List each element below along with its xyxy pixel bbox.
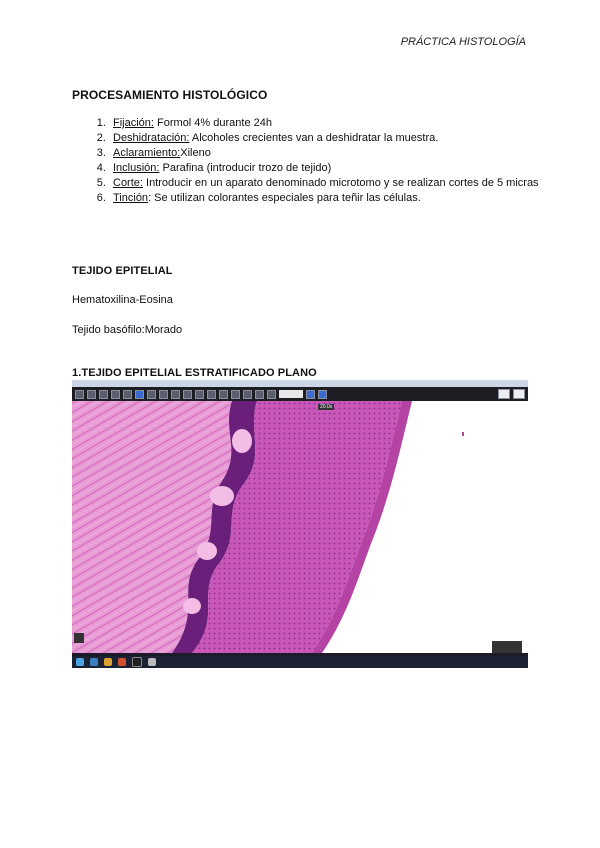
step-text: Alcoholes crecientes van a deshidratar la muestra. bbox=[189, 132, 439, 144]
tool-icon bbox=[147, 390, 156, 399]
tool-icon bbox=[231, 390, 240, 399]
step-text: Parafina (introducir trozo de tejido) bbox=[159, 162, 332, 174]
step-term: Aclaramiento: bbox=[113, 147, 181, 159]
tissue-image bbox=[72, 401, 528, 653]
viewer-toolbar bbox=[72, 387, 528, 401]
step-text: Introducir en un aparato denominado microtomo y se realizan cortes de 5 micras bbox=[142, 177, 539, 189]
tool-icon bbox=[267, 390, 276, 399]
taskbar bbox=[72, 656, 528, 668]
stain-text: Hematoxilina-Eosina bbox=[72, 294, 173, 306]
step-term: Inclusión: bbox=[113, 162, 160, 174]
tool-icon bbox=[195, 390, 204, 399]
step-item bbox=[109, 131, 559, 146]
figure-title: 1.TEJIDO EPITELIAL ESTRATIFICADO PLANO bbox=[72, 367, 317, 379]
step-item bbox=[109, 161, 559, 176]
step-term: Tinción bbox=[113, 192, 149, 204]
app-icon bbox=[132, 657, 142, 667]
zoom-label: 20.0x bbox=[320, 404, 333, 410]
step-item bbox=[109, 116, 559, 131]
basophil-text: Tejido basófilo:Morado bbox=[72, 324, 183, 336]
step-text: : Se utilizan colorantes especiales para teñir las células. bbox=[148, 192, 421, 204]
step-text: Xileno bbox=[180, 147, 211, 159]
tool-icon bbox=[87, 390, 96, 399]
step-item bbox=[109, 176, 559, 191]
page-header-title: PRÁCTICA HISTOLOGÍA bbox=[400, 36, 526, 48]
tool-icon bbox=[318, 390, 327, 399]
tool-icon bbox=[255, 390, 264, 399]
app-icon bbox=[148, 658, 156, 666]
tool-icon bbox=[99, 390, 108, 399]
step-term: Corte: bbox=[113, 177, 143, 189]
step-item bbox=[109, 146, 559, 161]
window-icon bbox=[498, 389, 510, 399]
tool-icon bbox=[111, 390, 120, 399]
step-text: Formol 4% durante 24h bbox=[153, 117, 272, 129]
tool-icon bbox=[171, 390, 180, 399]
start-icon bbox=[76, 658, 84, 666]
tool-icon bbox=[123, 390, 132, 399]
window-icon bbox=[513, 389, 525, 399]
tool-icon bbox=[159, 390, 168, 399]
step-term: Deshidratación: bbox=[113, 132, 190, 144]
zoom-input bbox=[279, 390, 303, 398]
app-icon bbox=[104, 658, 112, 666]
tool-icon bbox=[306, 390, 315, 399]
section-title-tejido-epitelial: TEJIDO EPITELIAL bbox=[72, 265, 173, 277]
tool-icon bbox=[75, 390, 84, 399]
app-icon bbox=[90, 658, 98, 666]
tool-icon bbox=[219, 390, 228, 399]
app-icon bbox=[118, 658, 126, 666]
section-title-procesamiento: PROCESAMIENTO HISTOLÓGICO bbox=[72, 88, 268, 102]
tool-icon bbox=[207, 390, 216, 399]
tool-icon bbox=[183, 390, 192, 399]
step-item bbox=[109, 191, 559, 206]
microscope-screenshot bbox=[72, 380, 528, 668]
tool-icon bbox=[243, 390, 252, 399]
viewer-titlebar bbox=[72, 380, 528, 387]
procesamiento-steps-list bbox=[72, 116, 559, 206]
tool-icon bbox=[135, 390, 144, 399]
step-term: Fijación: bbox=[113, 117, 154, 129]
